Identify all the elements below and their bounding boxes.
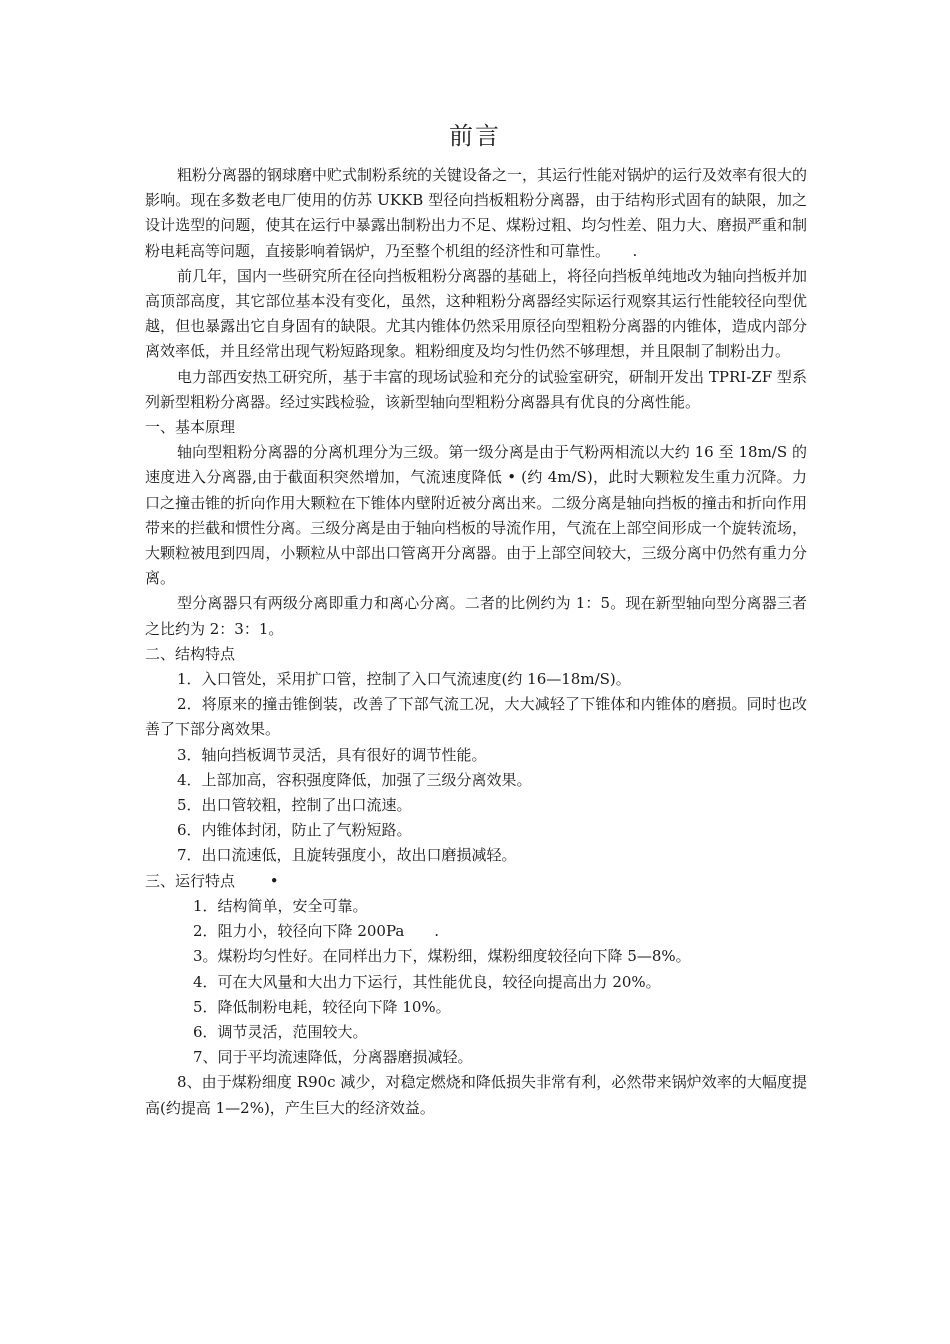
section-heading-operation: 三、运行特点 •: [145, 871, 279, 890]
list-item: 7．出口流速低，且旋转强度小，故出口磨损减轻。: [177, 846, 517, 865]
list-item: 1．结构简单，安全可靠。: [193, 896, 368, 915]
paragraph-intro-1: 粗粉分离器的钢球磨中贮式制粉系统的关键设备之一，其运行性能对锅炉的运行及效率有很大的影响。现在多数老电厂使用的仿苏 UKKB 型径向挡板粗粉分离器，由于结构形式固有的缺限，加之设计选型的问题，使其在运行中暴露出制粉出力不足、煤粉过粗、均匀性差、阻力大、磨损严重和制粉电耗高等问题，直接影响着锅炉，乃至整个机组的经济性和可靠性。 .: [145, 166, 808, 260]
list-item: 6．调节灵活，范围较大。: [193, 1022, 368, 1041]
list-item: 2．将原来的撞击锥倒装，改善了下部气流工况，大大减轻了下锥体和内锥体的磨损。同时也改善了下部分离效果。: [145, 695, 807, 739]
section-heading-structure: 二、结构特点: [145, 644, 236, 663]
list-item: 2．阻力小，较径向下降 200Pa .: [193, 922, 440, 941]
list-item: 4．上部加高，容积强度降低，加强了三级分离效果。: [177, 770, 532, 789]
list-item: 7、同于平均流速降低，分离器磨损减轻。: [193, 1048, 473, 1067]
page-title: 前言: [449, 122, 501, 150]
section-heading-principle: 一、基本原理: [145, 418, 236, 437]
list-item: 5．出口管较粗，控制了出口流速。: [177, 796, 412, 815]
list-item: 3。煤粉均匀性好。在同样出力下，煤粉细，煤粉细度较径向下降 5—8%。: [193, 947, 691, 966]
paragraph-intro-2: 前几年，国内一些研究所在径向挡板粗粉分离器的基础上，将径向挡板单纯地改为轴向挡板并加高顶部高度，其它部位基本没有变化，虽然，这种粗粉分离器经实际运行观察其运行性能较径向型优越，但也暴露出它自身固有的缺限。尤其内锥体仍然采用原径向型粗粉分离器的内锥体，造成内部分离效率低，并且经常出现气粉短路现象。粗粉细度及均匀性仍然不够理想，并且限制了制粉出力。: [145, 266, 808, 361]
paragraph-principle-2: 型分离器只有两级分离即重力和离心分离。二者的比例约为 1：5。现在新型轴向型分离器三者之比约为 2：3：1。: [145, 594, 807, 638]
list-item: 1．入口管处，采用扩口管，控制了入口气流速度(约 16—18m/S)。: [177, 670, 631, 689]
list-item: 3．轴向挡板调节灵活，具有很好的调节性能。: [177, 745, 487, 764]
document-body: [145, 163, 807, 1121]
paragraph-intro-3: 电力部西安热工研究所，基于丰富的现场试验和充分的试验室研究，研制开发出 TPRI-ZF 型系列新型粗粉分离器。经过实践检验，该新型轴向型粗粉分离器具有优良的分离性能。: [145, 367, 807, 411]
list-item: 6．内锥体封闭，防止了气粉短路。: [177, 821, 412, 840]
list-item: 5．降低制粉电耗，较径向下降 10%。: [193, 997, 451, 1016]
list-item: 4．可在大风量和大出力下运行，其性能优良，较径向提高出力 20%。: [193, 972, 661, 991]
paragraph-principle-1: 轴向型粗粉分离器的分离机理分为三级。第一级分离是由于气粉两相流以大约 16 至 18m/S 的速度进入分离器,由于截面积突然增加，气流速度降低 • (约 4m/S)，此时大颗粒发生重力沉降。力口之撞击锥的折向作用大颗粒在下锥体内壁附近被分离出来。二级分离是轴向挡板的撞击和折向作用带来的拦截和惯性分离。三级分离是由于轴向档板的导流作用，气流在上部空间形成一个旋转流场，大颗粒被甩到四周，小颗粒从中部出口管离开分离器。由于上部空间较大，三级分离中仍然有重力分离。: [145, 443, 807, 588]
list-item: 8、由于煤粉细度 R90c 减少，对稳定燃烧和降低损失非常有利，必然带来锅炉效率的大幅度提高(约提高 1—2%)，产生巨大的经济效益。: [145, 1073, 807, 1117]
